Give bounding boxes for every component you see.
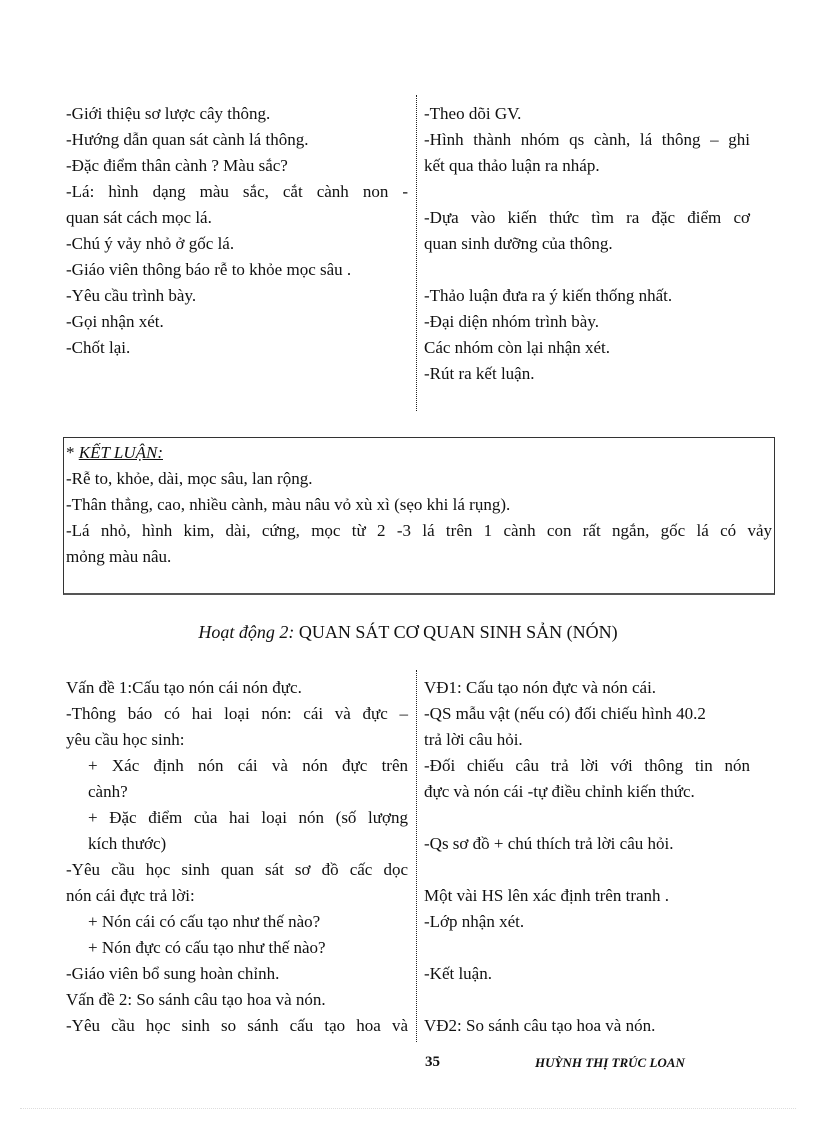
text-line: -Thông báo có hai loại nón: cái và đực – bbox=[66, 704, 408, 723]
text-line: Các nhóm còn lại nhận xét. bbox=[424, 338, 611, 357]
text-line: -Gọi nhận xét. bbox=[66, 312, 164, 331]
text-line: -Giáo viên thông báo rễ to khỏe mọc sâu . bbox=[66, 260, 352, 279]
text-line: trả lời câu hỏi. bbox=[424, 730, 523, 749]
text-line: -Chốt lại. bbox=[66, 338, 131, 357]
text-line: + Nón cái có cấu tạo như thế nào? bbox=[88, 912, 321, 931]
heading-italic: Hoạt động 2: bbox=[198, 622, 295, 642]
text-line: -Giới thiệu sơ lược cây thông. bbox=[66, 104, 271, 123]
text-line: -Giáo viên bổ sung hoàn chỉnh. bbox=[66, 964, 280, 983]
text-line: cành? bbox=[88, 782, 128, 801]
text-line: -Qs sơ đồ + chú thích trả lời câu hỏi. bbox=[424, 834, 674, 853]
text-line: -Dựa vào kiến thức tìm ra đặc điểm cơ bbox=[424, 208, 750, 227]
text-line: -Yêu cầu học sinh so sánh cấu tạo hoa và bbox=[66, 1016, 408, 1035]
page-bottom-divider bbox=[20, 1108, 796, 1109]
page-number: 35 bbox=[425, 1054, 440, 1070]
text-line: -Lá: hình dạng màu sắc, cắt cành non - bbox=[66, 182, 408, 201]
text-line bbox=[424, 935, 750, 961]
section-heading bbox=[0, 622, 816, 643]
text-line: -Thảo luận đưa ra ý kiến thống nhất. bbox=[424, 286, 673, 305]
top-left-column bbox=[66, 101, 408, 361]
text-line: -Rút ra kết luận. bbox=[424, 364, 535, 383]
text-line: nón cái đực trả lời: bbox=[66, 886, 195, 905]
conclusion-title bbox=[66, 440, 772, 466]
text-line: -Hướng dẫn quan sát cành lá thông. bbox=[66, 130, 309, 149]
text-line: -Chú ý vảy nhỏ ở gốc lá. bbox=[66, 234, 235, 253]
text-line: -Thân thẳng, cao, nhiều cành, màu nâu vỏ xù xì (sẹo khi lá rụng). bbox=[66, 495, 511, 514]
text-line bbox=[424, 805, 750, 831]
text-line bbox=[424, 257, 750, 283]
text-line bbox=[424, 857, 750, 883]
text-line: -Hình thành nhóm qs cành, lá thông – ghi bbox=[424, 130, 750, 149]
text-line: -Kết luận. bbox=[424, 964, 492, 983]
text-line: -Đại diện nhóm trình bày. bbox=[424, 312, 599, 331]
text-line: VĐ2: So sánh câu tạo hoa và nón. bbox=[424, 1016, 656, 1035]
text-line: + Đặc điểm của hai loại nón (số lượng bbox=[88, 808, 408, 827]
text-line: -Đối chiếu câu trả lời với thông tin nón bbox=[424, 756, 750, 775]
conclusion-heading: KẾT LUẬN: bbox=[78, 443, 163, 462]
text-line bbox=[424, 987, 750, 1013]
column-divider bbox=[416, 95, 417, 411]
text-line: quan sát cách mọc lá. bbox=[66, 208, 212, 227]
star-marker: * bbox=[66, 443, 75, 462]
text-line: -Yêu cầu trình bày. bbox=[66, 286, 197, 305]
text-line: + Xác định nón cái và nón đực trên bbox=[88, 756, 408, 775]
text-line: Một vài HS lên xác định trên tranh . bbox=[424, 886, 670, 905]
text-line: -Rễ to, khỏe, dài, mọc sâu, lan rộng. bbox=[66, 469, 313, 488]
text-line: mỏng màu nâu. bbox=[66, 547, 172, 566]
text-line: + Nón đực có cấu tạo như thế nào? bbox=[88, 938, 326, 957]
text-line: đực và nón cái -tự điều chỉnh kiến thức. bbox=[424, 782, 695, 801]
top-right-column bbox=[424, 101, 750, 387]
column-divider bbox=[416, 670, 417, 1042]
text-line: -Đặc điểm thân cành ? Màu sắc? bbox=[66, 156, 288, 175]
text-line: -Lá nhỏ, hình kim, dài, cứng, mọc từ 2 -3 lá trên 1 cành con rất ngắn, gốc lá có vảy bbox=[66, 521, 772, 540]
text-line: kết qua thảo luận ra nháp. bbox=[424, 156, 600, 175]
text-line: VĐ1: Cấu tạo nón đực và nón cái. bbox=[424, 678, 657, 697]
bottom-left-column bbox=[66, 675, 408, 1039]
text-line: -Yêu cầu học sinh quan sát sơ đồ cấc dọc bbox=[66, 860, 408, 879]
heading-text: QUAN SÁT CƠ QUAN SINH SẢN (NÓN) bbox=[294, 622, 618, 642]
text-line bbox=[424, 179, 750, 205]
text-line: -QS mẫu vật (nếu có) đối chiếu hình 40.2 bbox=[424, 704, 706, 723]
text-line: -Lớp nhận xét. bbox=[424, 912, 525, 931]
text-line: Vấn đề 1:Cấu tạo nón cái nón đực. bbox=[66, 678, 302, 697]
bottom-right-column bbox=[424, 675, 750, 1039]
author-name: HUỲNH THỊ TRÚC LOAN bbox=[535, 1055, 685, 1070]
text-line: yêu cầu học sinh: bbox=[66, 730, 185, 749]
conclusion-box bbox=[63, 437, 775, 595]
text-line: quan sinh dưỡng của thông. bbox=[424, 234, 613, 253]
text-line: kích thước) bbox=[88, 834, 167, 853]
text-line: -Theo dõi GV. bbox=[424, 104, 522, 123]
text-line: Vấn đề 2: So sánh câu tạo hoa và nón. bbox=[66, 990, 326, 1009]
